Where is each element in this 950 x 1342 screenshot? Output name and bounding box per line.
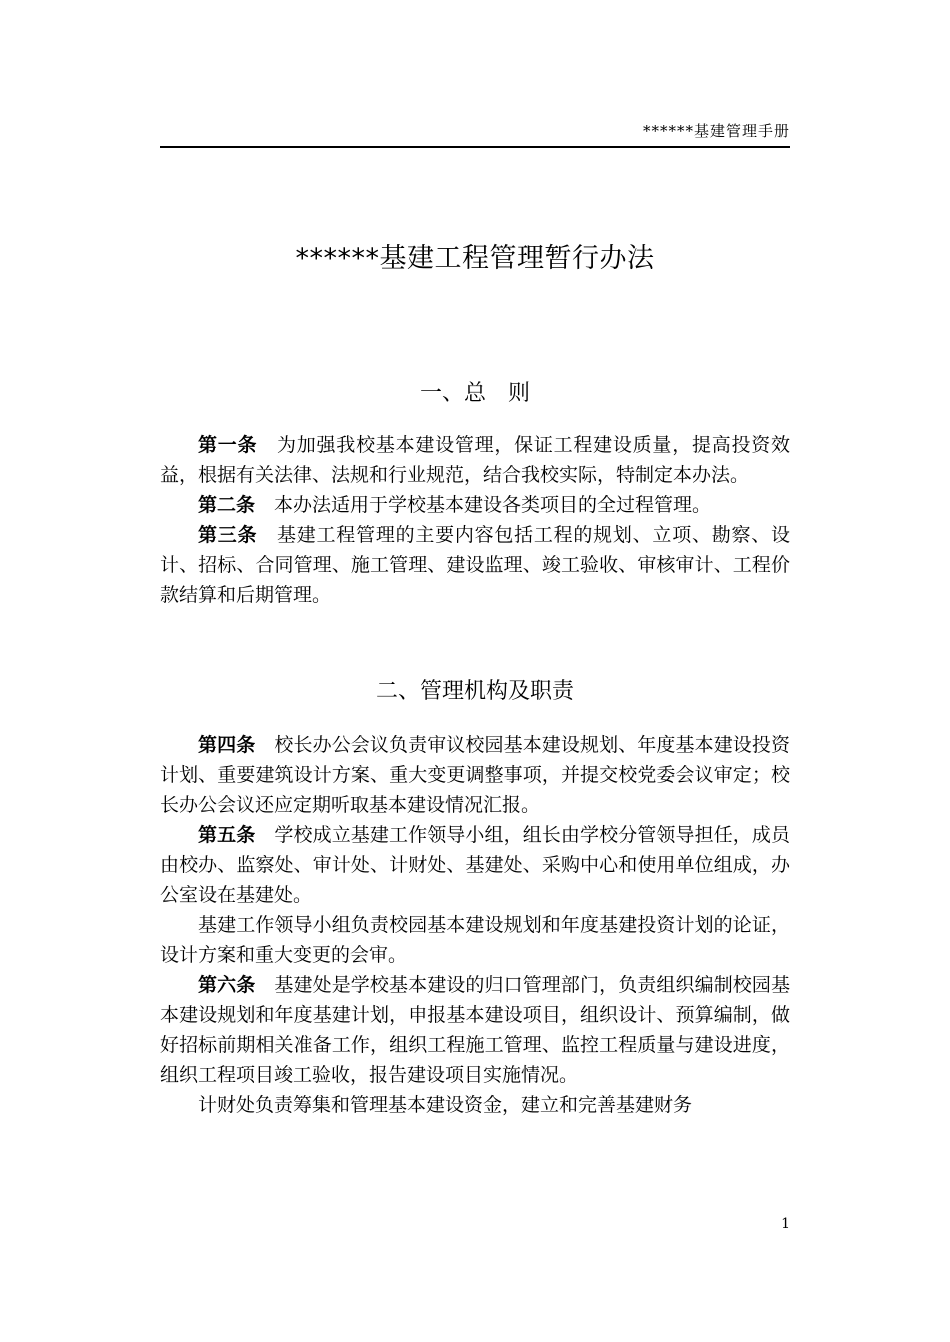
article-paragraph [160, 730, 790, 820]
article-text: 学校成立基建工作领导小组，组长由学校分管领导担任，成员由校办、监察处、审计处、计财处、基建处、采购中心和使用单位组成，办公室设在基建处。 [160, 824, 790, 906]
article-text: 校长办公会议负责审议校园基本建设规划、年度基本建设投资计划、重要建筑设计方案、重大变更调整事项，并提交校党委会议审定；校长办公会议还应定期听取基本建设情况汇报。 [160, 734, 790, 816]
paragraph-text: 计财处负责筹集和管理基本建设资金，建立和完善基建财务 [198, 1094, 693, 1116]
article-number: 第四条 [198, 734, 256, 756]
section-heading-general: 一、总 则 [419, 381, 530, 406]
article-text: 为加强我校基本建设管理，保证工程建设质量，提高投资效益，根据有关法律、法规和行业规范，结合我校实际，特制定本办法。 [160, 434, 790, 486]
article-text: 本办法适用于学校基本建设各类项目的全过程管理。 [274, 494, 712, 516]
article-paragraph [160, 430, 790, 490]
running-header: ******基建管理手册 [642, 122, 790, 140]
article-number: 第六条 [198, 974, 256, 996]
section-body-general [160, 430, 790, 610]
section-body-organization [160, 730, 790, 1120]
paragraph-text: 基建工作领导小组负责校园基本建设规划和年度基建投资计划的论证，设计方案和重大变更的会审。 [160, 914, 790, 966]
document-title: ******基建工程管理暂行办法 [295, 243, 655, 274]
article-text: 基建处是学校基本建设的归口管理部门，负责组织编制校园基本建设规划和年度基建计划，申报基本建设项目，组织设计、预算编制，做好招标前期相关准备工作，组织工程施工管理、监控工程质量与建设进度，组织工程项目竣工验收，报告建设项目实施情况。 [160, 974, 790, 1086]
article-text: 基建工程管理的主要内容包括工程的规划、立项、勘察、设计、招标、合同管理、施工管理、建设监理、竣工验收、审核审计、工程价款结算和后期管理。 [160, 524, 790, 606]
page-number: 1 [781, 1216, 790, 1232]
article-number: 第一条 [198, 434, 258, 456]
header-rule [160, 146, 790, 148]
article-number: 第二条 [198, 494, 256, 516]
article-paragraph [160, 490, 790, 520]
article-paragraph [160, 820, 790, 910]
article-number: 第五条 [198, 824, 256, 846]
plain-paragraph [160, 1090, 790, 1120]
article-number: 第三条 [198, 524, 258, 546]
article-paragraph [160, 520, 790, 610]
article-paragraph [160, 970, 790, 1090]
section-heading-organization: 二、管理机构及职责 [375, 679, 574, 704]
plain-paragraph [160, 910, 790, 970]
